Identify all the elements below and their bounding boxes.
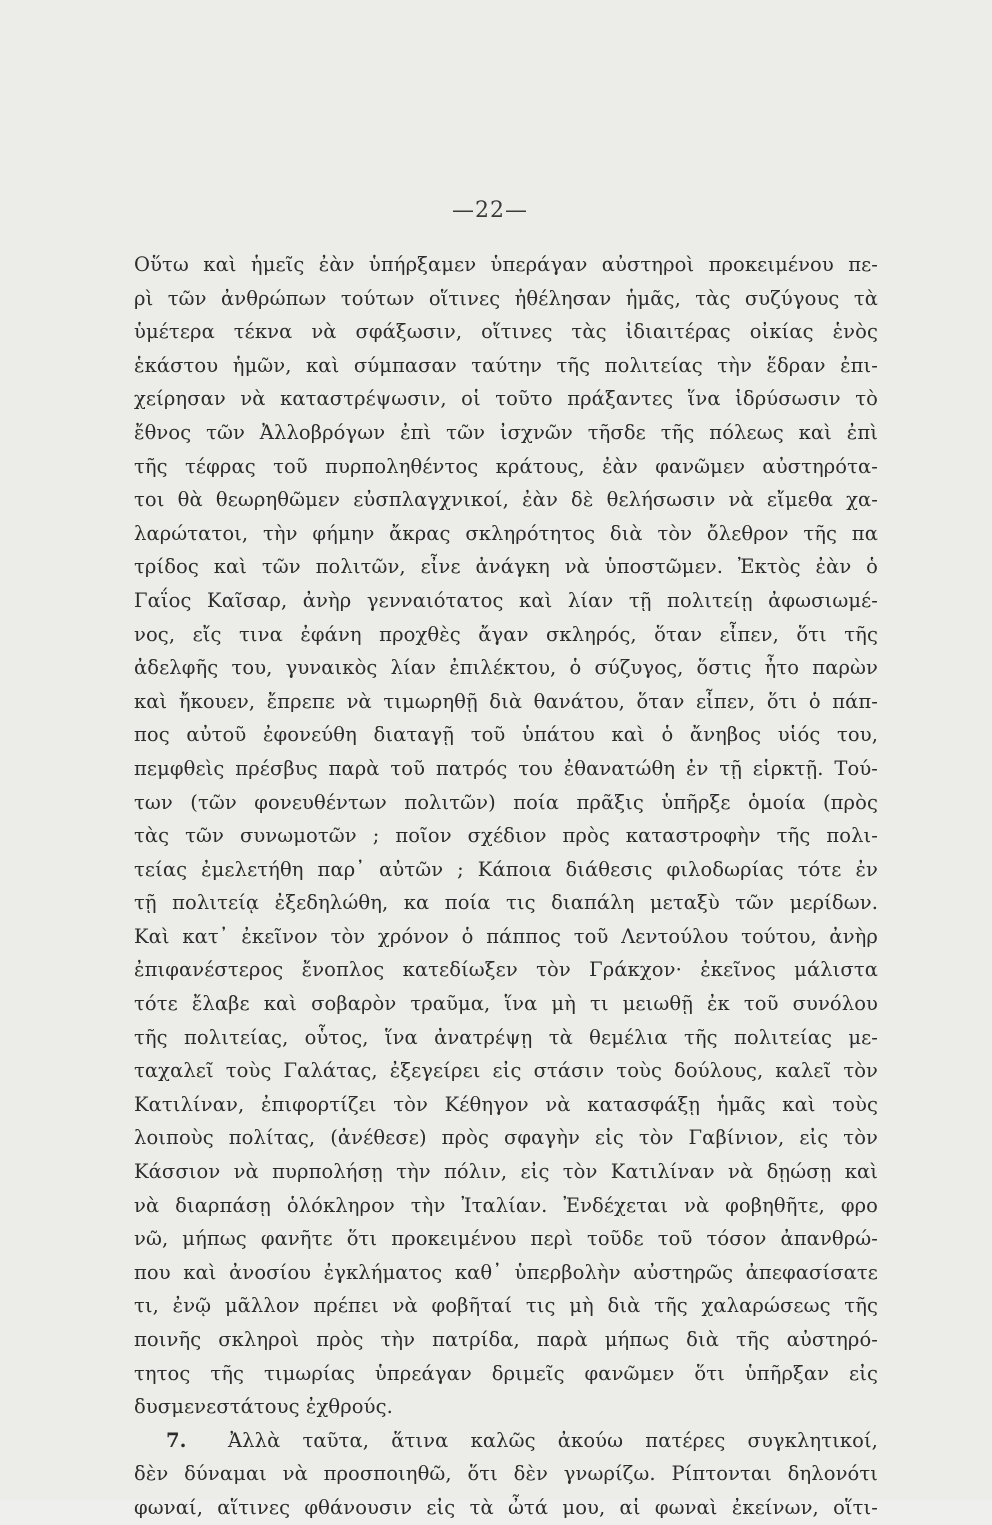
text-line: τητος τῆς τιμωρίας ὑπρεάγαν δριμεῖς φανῶμεν ὅτι ὑπῆρξαν εἰς xyxy=(134,1361,878,1385)
paragraph-number: 7. xyxy=(166,1428,187,1452)
text-line: δὲν δύναμαι νὰ προσποιηθῶ, ὅτι δὲν γνωρίζω. Ρίπτονται δηλονότι xyxy=(134,1462,878,1486)
text-line: Καὶ κατ᾽ ἐκεῖνον τὸν χρόνον ὁ πάππος τοῦ Λεντούλου τούτου, ἀνὴρ xyxy=(134,924,878,948)
text-line: λοιποὺς πολίτας, (ἀνέθεσε) πρὸς σφαγὴν εἰς τὸν Γαβίνιον, εἰς τὸν xyxy=(134,1126,878,1150)
text-line: Κατιλίναν, ἐπιφορτίζει τὸν Κέθηγον νὰ κατασφάξῃ ἡμᾶς καὶ τοὺς xyxy=(134,1092,878,1116)
text-line: ταχαλεῖ τοὺς Γαλάτας, ἐξεγείρει εἰς στάσιν τοὺς δούλους, καλεῖ τὸν xyxy=(134,1059,878,1083)
text-line: ρὶ τῶν ἀνθρώπων τούτων οἵτινες ἠθέλησαν ἡμᾶς, τὰς συζύγους τὰ xyxy=(134,286,878,310)
text-line: ἑκάστου ἡμῶν, καὶ σύμπασαν ταύτην τῆς πολιτείας τὴν ἕδραν ἐπι- xyxy=(134,353,878,377)
text-line: χείρησαν νὰ καταστρέψωσιν, οἱ τοῦτο πράξαντες ἵνα ἱδρύσωσιν τὸ xyxy=(134,387,878,411)
body-text xyxy=(134,248,878,1525)
text-line: που καὶ ἀνοσίου ἐγκλήματος καθ᾽ ὑπερβολὴν αὐστηρῶς ἀπεφασίσατε xyxy=(134,1260,878,1284)
text-line: τῇ πολιτείᾳ ἐξεδηλώθη, κα ποία τις διαπάλη μεταξὺ τῶν μερίδων. xyxy=(134,891,878,915)
text-line: Οὕτω καὶ ἡμεῖς ἐὰν ὑπήρξαμεν ὑπεράγαν αὐστηροὶ προκειμένου πε- xyxy=(134,253,878,276)
text-line: νὰ διαρπάσῃ ὁλόκληρον τὴν Ἰταλίαν. Ἐνδέχεται νὰ φοβηθῆτε, φρο xyxy=(134,1193,878,1217)
text-line: τῆς πολιτείας, οὗτος, ἵνα ἀνατρέψῃ τὰ θεμέλια τῆς πολιτείας με- xyxy=(134,1025,878,1049)
text-line: τρίδος καὶ τῶν πολιτῶν, εἶνε ἀνάγκη νὰ ὑποστῶμεν. Ἐκτὸς ἐὰν ὁ xyxy=(134,555,878,579)
text-line: λαρώτατοι, τὴν φήμην ἄκρας σκληρότητος διὰ τὸν ὄλεθρον τῆς πα xyxy=(134,521,878,545)
paragraph-7-text: Ἀλλὰ ταῦτα, ἅτινα καλῶς ἀκούω πατέρες συγκλητικοί, xyxy=(228,1428,878,1452)
text-line: ἐπιφανέστερος ἔνοπλος κατεδίωξεν τὸν Γράκχον· ἐκεῖνος μάλιστα xyxy=(134,958,878,982)
text-line: τι, ἐνῷ μᾶλλον πρέπει νὰ φοβῆταί τις μὴ διὰ τῆς χαλαρώσεως τῆς xyxy=(134,1294,878,1318)
text-line: νος, εἴς τινα ἐφάνη προχθὲς ἄγαν σκληρός, ὅταν εἶπεν, ὅτι τῆς xyxy=(134,622,878,646)
text-line: τὰς τῶν συνωμοτῶν ; ποῖον σχέδιον πρὸς καταστροφὴν τῆς πολι- xyxy=(134,824,878,848)
text-line: ὑμέτερα τέκνα νὰ σφάξωσιν, οἵτινες τὰς ἰδιαιτέρας οἰκίας ἑνὸς xyxy=(134,320,878,344)
text-line: τότε ἔλαβε καὶ σοβαρὸν τραῦμα, ἵνα μὴ τι μειωθῇ ἐκ τοῦ συνόλου xyxy=(134,992,878,1016)
text-line: Κάσσιον νὰ πυρπολήσῃ τὴν πόλιν, εἰς τὸν Κατιλίναν νὰ δῃώσῃ καὶ xyxy=(134,1160,878,1184)
text-line: Γαΐος Καῖσαρ, ἀνὴρ γενναιότατος καὶ λίαν τῇ πολιτείῃ ἀφωσιωμέ- xyxy=(134,588,878,612)
text-line: ἀδελφῆς του, γυναικὸς λίαν ἐπιλέκτου, ὁ σύζυγος, ὅστις ἦτο παρὼν xyxy=(134,656,878,680)
text-line: τείας ἐμελετήθη παρ᾽ αὐτῶν ; Κάποια διάθεσις φιλοδωρίας τότε ἐν xyxy=(134,857,878,881)
text-line: πος αὐτοῦ ἐφονεύθη διαταγῇ τοῦ ὑπάτου καὶ ὁ ἄνηβος υἱός του, xyxy=(134,723,878,747)
text-line: δυσμενεστάτους ἐχθρούς. xyxy=(134,1395,393,1419)
paragraph-7-first-line xyxy=(134,1424,878,1458)
text-line: νῶ, μήπως φανῆτε ὅτι προκειμένου περὶ τοῦδε τοῦ τόσον ἀπανθρώ- xyxy=(134,1227,878,1251)
text-line: ἔθνος τῶν Ἀλλοβρόγων ἐπὶ τῶν ἰσχνῶν τῆσδε τῆς πόλεως καὶ ἐπὶ xyxy=(134,420,878,444)
text-line: πεμφθεὶς πρέσβυς παρὰ τοῦ πατρός του ἐθανατώθη ἐν τῇ εἱρκτῇ. Τού- xyxy=(134,756,878,780)
text-line: φωναί, αἵτινες φθάνουσιν εἰς τὰ ὦτά μου, αἱ φωναὶ ἐκείνων, οἵτι- xyxy=(134,1495,878,1519)
text-line: τοι θὰ θεωρηθῶμεν εὐσπλαγχνικοί, ἐὰν δὲ θελήσωσιν νὰ εἴμεθα χα- xyxy=(134,488,878,512)
text-line: τῆς τέφρας τοῦ πυρποληθέντος κράτους, ἐὰν φανῶμεν αὐστηρότα- xyxy=(134,454,878,478)
text-line: καὶ ἤκουεν, ἔπρεπε νὰ τιμωρηθῇ διὰ θανάτου, ὅταν εἶπεν, ὅτι ὁ πάπ- xyxy=(134,689,878,713)
page-number: —22— xyxy=(452,198,528,223)
text-line: των (τῶν φονευθέντων πολιτῶν) ποία πρᾶξις ὑπῆρξε ὁμοία (πρὸς xyxy=(134,790,878,814)
text-line: ποινῆς σκληροὶ πρὸς τὴν πατρίδα, παρὰ μήπως διὰ τῆς αὐστηρό- xyxy=(134,1328,878,1351)
